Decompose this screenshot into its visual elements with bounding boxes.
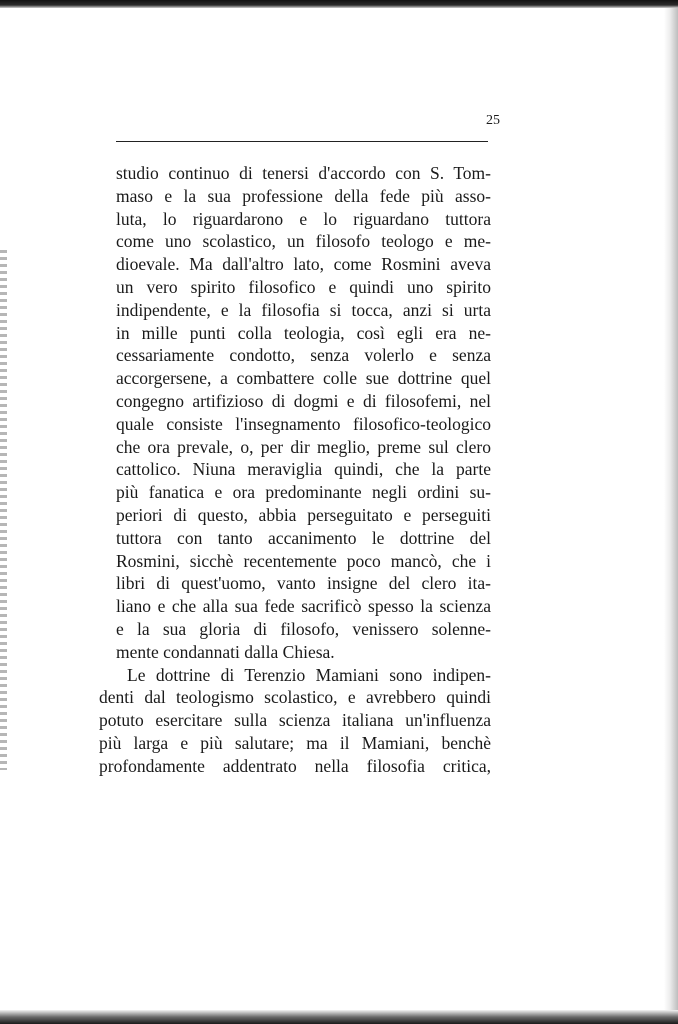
text-line: denti dal teologismo scolastico, e avrebbero quindi <box>99 687 491 708</box>
scan-edge-right <box>664 8 678 1010</box>
scan-edge-left <box>0 250 7 770</box>
text-line: Rosmini, sicchè recentemente poco mancò, che i <box>116 550 491 571</box>
text-line: cessariamente condotto, senza volerlo e senza <box>116 345 491 366</box>
text-line: che ora prevale, o, per dir meglio, preme sul clero <box>116 436 491 457</box>
scan-edge-bottom <box>0 1010 678 1024</box>
body-text <box>99 162 491 778</box>
text-line: libri di quest'uomo, vanto insigne del clero ita- <box>116 573 491 594</box>
text-line: maso e la sua professione della fede più asso- <box>116 185 491 206</box>
page-number: 25 <box>486 113 500 128</box>
text-line: e la sua gloria di filosofo, venissero solenne- <box>116 618 491 639</box>
text-line: quale consiste l'insegnamento filosofico-teologico <box>116 413 491 434</box>
text-line: tuttora con tanto accanimento le dottrine del <box>116 527 491 548</box>
text-line: congegno artifizioso di dogmi e di filosofemi, nel <box>116 390 491 411</box>
text-line: profondamente addentrato nella filosofia critica, <box>99 755 491 776</box>
header-rule <box>116 141 488 142</box>
text-line: potuto esercitare sulla scienza italiana un'influenza <box>99 710 491 731</box>
scan-edge-top <box>0 0 678 8</box>
text-line: liano e che alla sua fede sacrificò spesso la scienza <box>116 596 491 617</box>
text-line: un vero spirito filosofico e quindi uno spirito <box>116 276 491 297</box>
text-line: dioevale. Ma dall'altro lato, come Rosmini aveva <box>116 254 491 275</box>
text-line: in mille punti colla teologia, così egli era ne- <box>116 322 491 343</box>
text-line: studio continuo di tenersi d'accordo con S. Tom- <box>116 163 491 183</box>
text-line: luta, lo riguardarono e lo riguardano tuttora <box>116 208 491 229</box>
text-line-paragraph-start: Le dottrine di Terenzio Mamiani sono indipen- <box>127 664 491 685</box>
text-line: accorgersene, a combattere colle sue dottrine quel <box>116 368 491 389</box>
text-line: periori di questo, abbia perseguitato e perseguiti <box>116 504 491 525</box>
text-line: più larga e più salutare; ma il Mamiani, benchè <box>99 732 491 753</box>
text-line: cattolico. Niuna meraviglia quindi, che la parte <box>116 459 491 480</box>
text-line: più fanatica e ora predominante negli ordini su- <box>116 482 491 503</box>
text-line: indipendente, e la filosofia si tocca, anzi si urta <box>116 299 491 320</box>
text-line: mente condannati dalla Chiesa. <box>116 641 335 662</box>
text-line: come uno scolastico, un filosofo teologo e me- <box>116 231 491 252</box>
